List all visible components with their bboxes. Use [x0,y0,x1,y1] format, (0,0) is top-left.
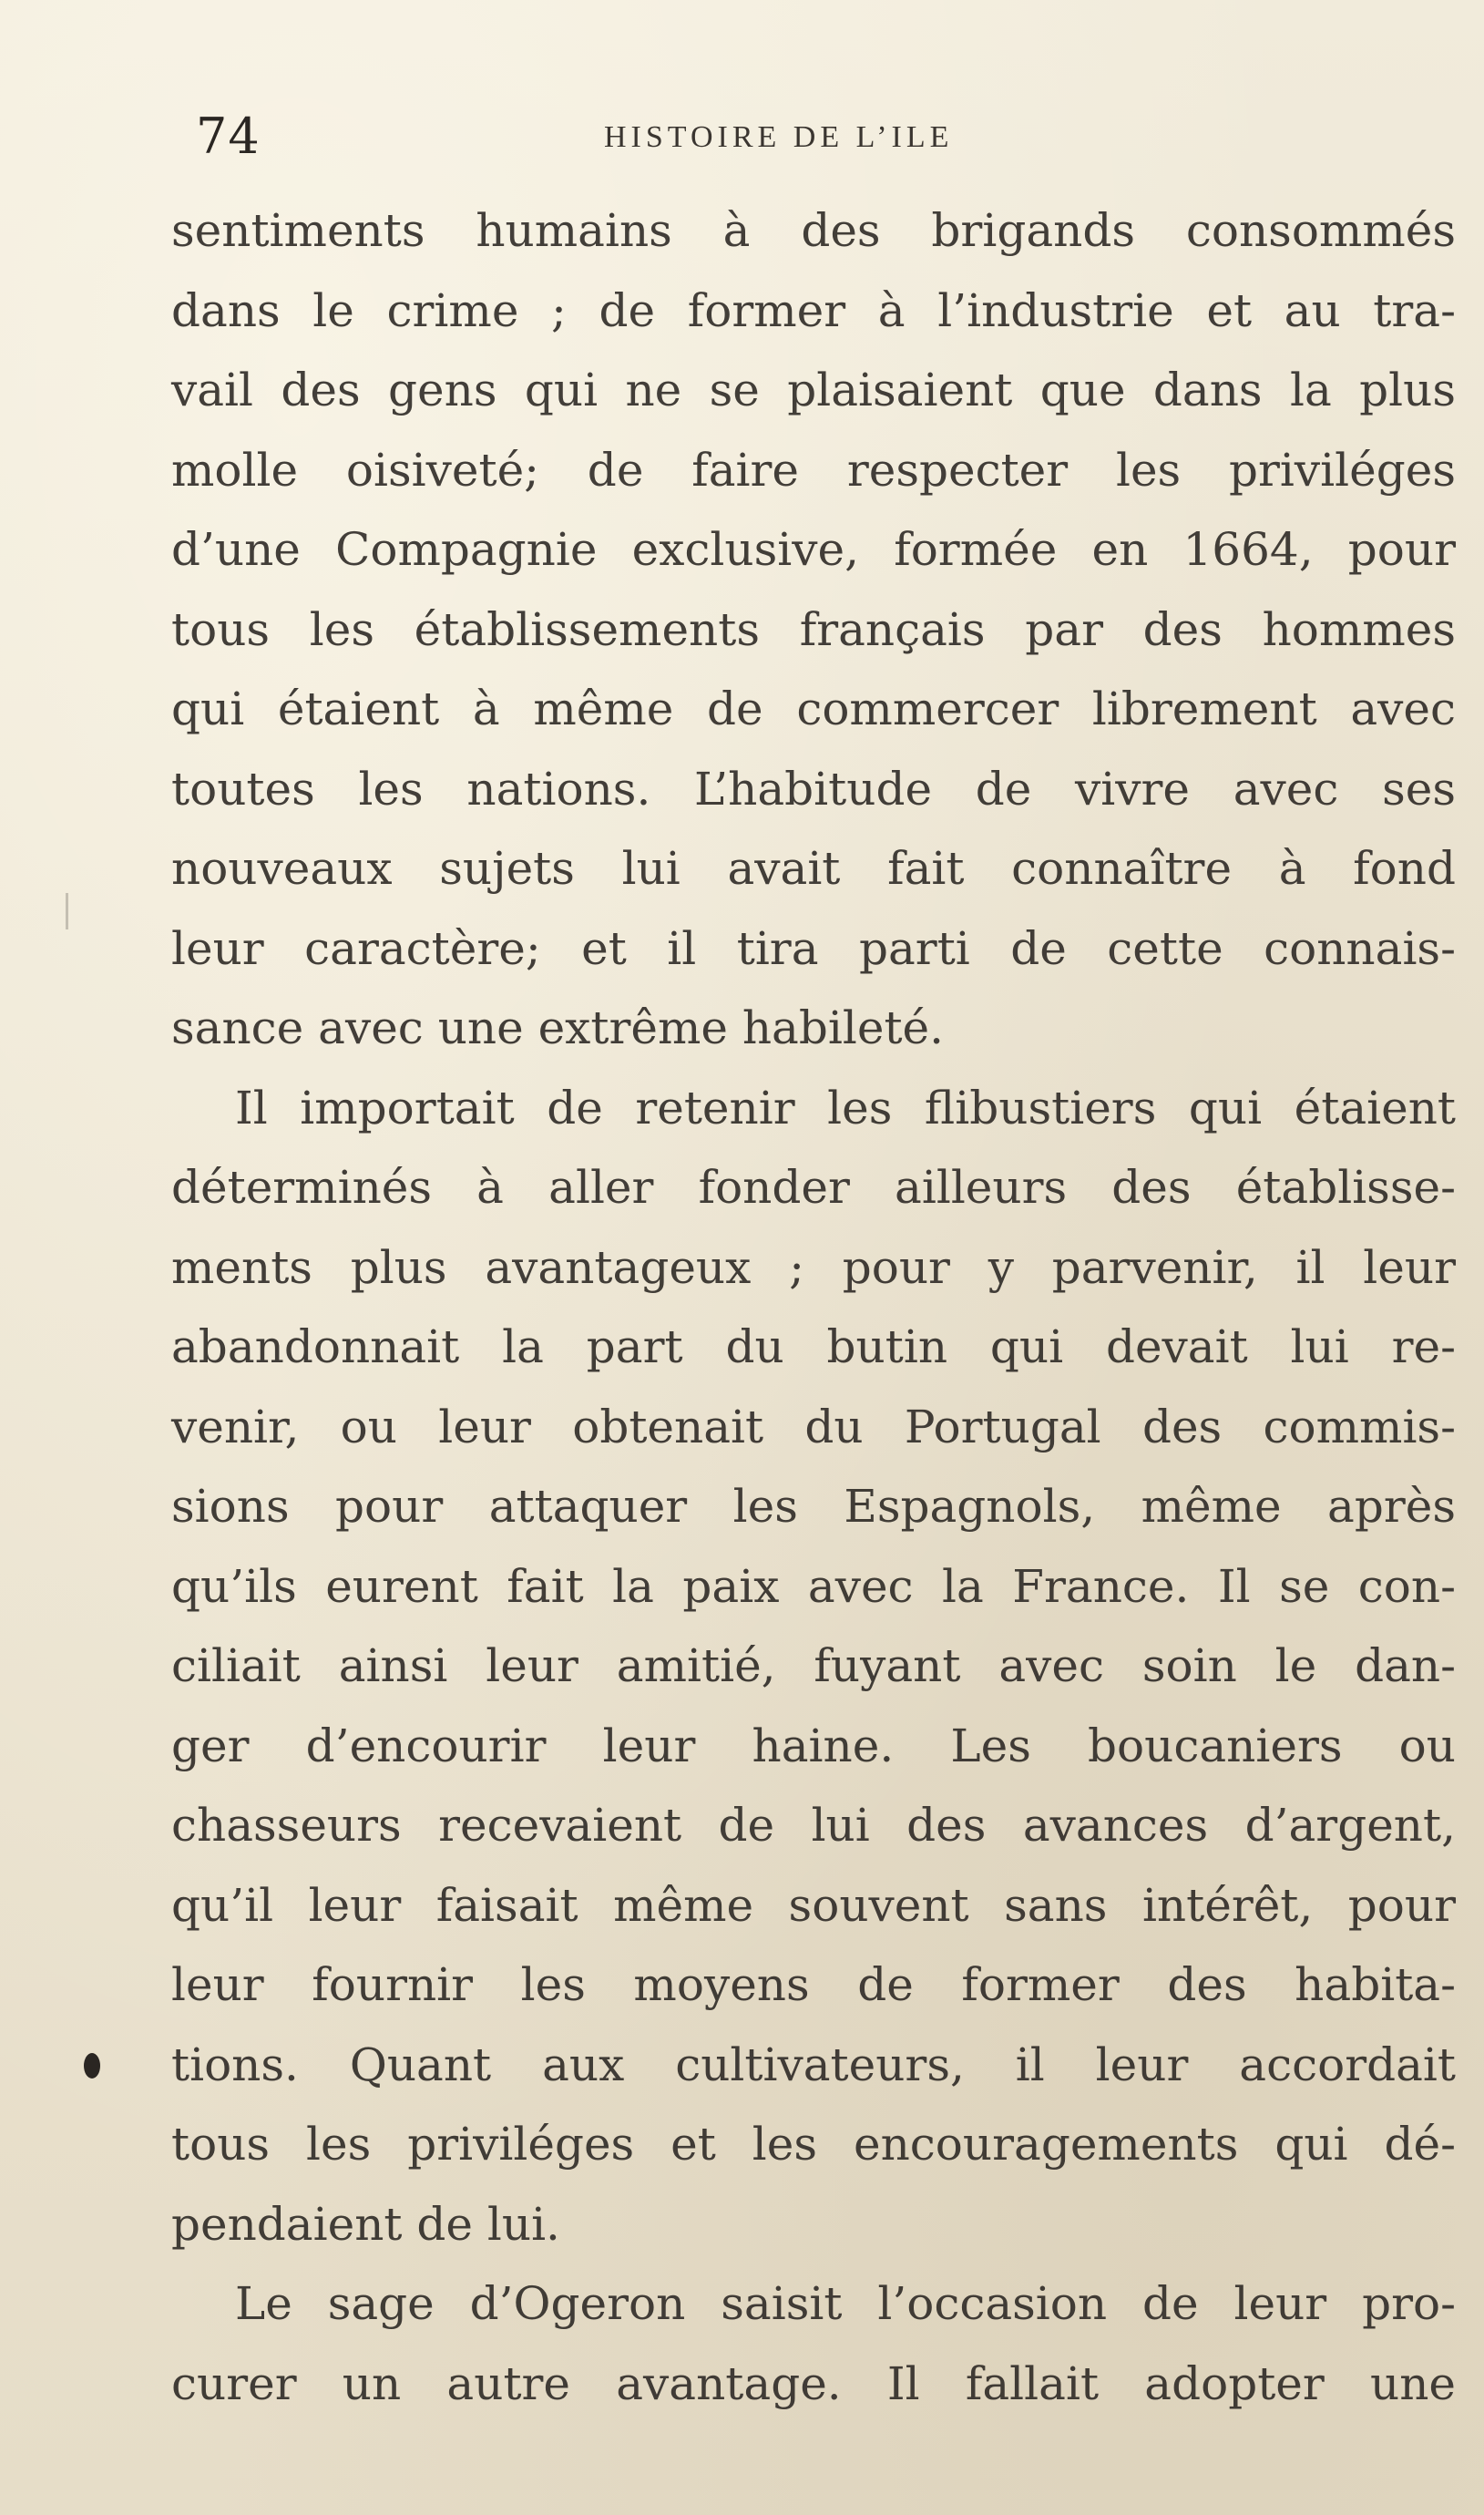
text-line: tous les priviléges et les encouragements qui dé- [171,2118,1456,2171]
text-line: sentiments humains à des brigands consommés [171,204,1456,257]
text-line: molle oisiveté; de faire respecter les priviléges [171,443,1456,497]
text-line: qui étaient à même de commercer librement avec [171,683,1456,735]
text-line: leur caractère; et il tira parti de cette connais- [171,921,1456,975]
text-line: leur fournir les moyens de former des habita- [171,1958,1456,2011]
text-line: toutes les nations. L’habitude de vivre avec ses [171,762,1456,816]
text-line: Il importait de retenir les flibustiers qui étaient [235,1081,1456,1134]
text-line: dans le crime ; de former à l’industrie et au tra- [171,283,1456,337]
text-line: Le sage d’Ogeron saisit l’occasion de leur pro- [235,2277,1456,2330]
text-line: abandonnait la part du butin qui devait lui re- [171,1320,1456,1373]
text-line: nouveaux sujets lui avait fait connaître à fond [171,842,1456,895]
text-line: ments plus avantageux ; pour y parvenir, il leur [171,1240,1456,1294]
margin-mark [66,893,68,929]
text-line: vail des gens qui ne se plaisaient que dans la plus [171,364,1456,416]
text-line: venir, ou leur obtenait du Portugal des commis- [171,1400,1456,1453]
text-line: ciliait ainsi leur amitié, fuyant avec soin le dan- [171,1639,1456,1692]
text-line: qu’il leur faisait même souvent sans intérêt, pour [171,1878,1456,1932]
text-line: tions. Quant aux cultivateurs, il leur accordait [171,2038,1456,2091]
running-head: HISTOIRE DE L’ILE [604,120,954,154]
text-line: sance avec une extrême habileté. [171,1001,945,1054]
text-line: sions pour attaquer les Espagnols, même après [171,1480,1456,1533]
body-text [171,191,1456,2424]
text-line: déterminés à aller fonder ailleurs des établisse- [171,1161,1456,1214]
text-line: curer un autre avantage. Il fallait adopter une [171,2356,1456,2410]
page-number: 74 [196,108,261,165]
text-line: qu’ils eurent fait la paix avec la France. Il se con- [171,1559,1456,1613]
text-line: chasseurs recevaient de lui des avances d’argent, [171,1799,1456,1852]
page-header [196,108,1471,171]
text-line: tous les établissements français par des hommes [171,602,1456,656]
margin-ink-spot [84,2053,100,2079]
text-line: pendaient de lui. [171,2197,560,2251]
text-line: d’une Compagnie exclusive, formée en 1664, pour [171,523,1456,576]
text-line: ger d’encourir leur haine. Les boucaniers ou [171,1719,1456,1772]
